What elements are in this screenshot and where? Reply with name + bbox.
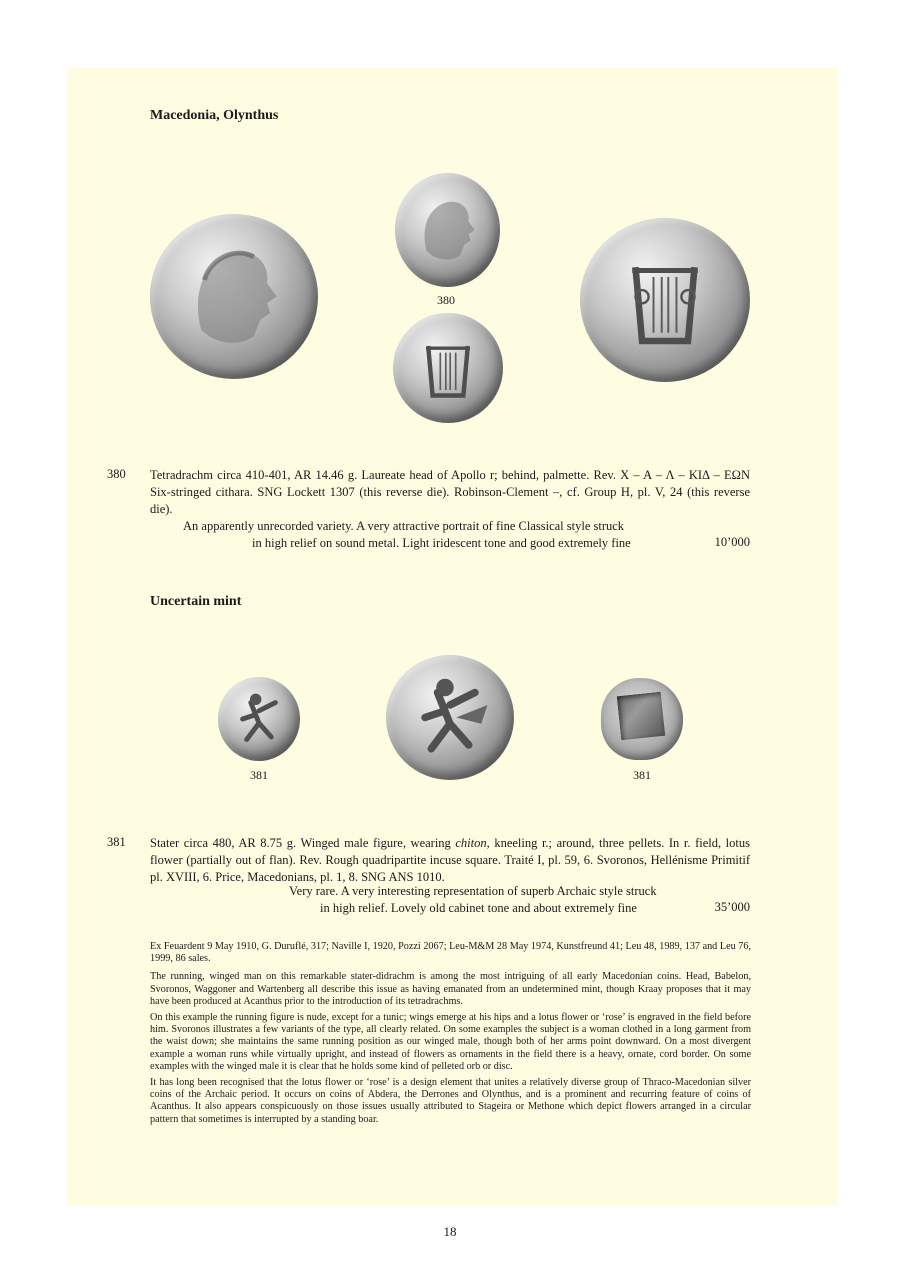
coin-381-obverse xyxy=(218,677,300,761)
incuse-square-icon xyxy=(617,692,666,741)
coin-380-obverse xyxy=(395,173,500,287)
plate-label-381-right: 381 xyxy=(633,768,651,782)
commentary-paragraph-1: The running, winged man on this remarkable stater-didrachm is among the most intriguing of all early Macedonian coins. Head, Babelon, Svoronos, Waggoner and Wartenberg all describe this issue as having emanated from an undetermined mint, though Kraay proposes that it may have been produced at Acanthus prior to the introduction of its tetradrachms. xyxy=(150,971,751,1007)
coin-381-obverse-enlarged xyxy=(386,655,514,780)
winged-figure-small-icon xyxy=(218,677,300,761)
plate-label-381-left: 381 xyxy=(250,768,268,782)
coin-380-obverse-enlarged xyxy=(150,214,318,379)
lot-380-note-line-1: An apparently unrecorded variety. A very attractive portrait of fine Classical style struck xyxy=(183,519,625,533)
lot-380-price: 10’000 xyxy=(714,535,750,549)
lot-380-note-line-2: in high relief on sound metal. Light iridescent tone and good extremely fine xyxy=(252,536,631,550)
cithara-icon xyxy=(580,218,750,382)
lot-381-note-line-1: Very rare. A very interesting representation of superb Archaic style struck xyxy=(289,884,657,898)
lot-380-description-text: Tetradrachm circa 410-401, AR 14.46 g. Laureate head of Apollo r; behind, palmette. Rev. Χ – Α – Λ – ΚΙΔ – ΕΩΝ Six-stringed cithara. SNG Lockett 1307 (this reverse die). Robinson-Clement –, cf. Group H, pl. V, 24 (this reverse die). xyxy=(150,468,750,516)
winged-figure-icon xyxy=(386,655,514,780)
section-heading-uncertain-mint: Uncertain mint xyxy=(150,594,242,609)
lot-380-description xyxy=(150,467,750,518)
apollo-head-small-icon xyxy=(395,173,500,287)
lot-381-description-pre: Stater circa 480, AR 8.75 g. Winged male figure, wearing xyxy=(150,836,456,850)
lot-381-commentary xyxy=(150,941,751,1130)
lot-381-note-line-2: in high relief. Lovely old cabinet tone and about extremely fine xyxy=(320,901,637,915)
lot-381-provenance: Ex Feuardent 9 May 1910, G. Duruflé, 317; Naville I, 1920, Pozzi 2067; Leu-M&M 28 May 1974, Kunstfreund 41; Leu 48, 1989, 137 and Leu 76, 1999, 86 sales. xyxy=(150,941,751,965)
page-number: 18 xyxy=(443,1224,457,1239)
lot-number-381: 381 xyxy=(107,835,126,849)
lot-381-price: 35’000 xyxy=(714,900,750,914)
lot-381-description-post: , kneeling r.; around, three pellets. In r. field, lotus flower (partially out of flan). Rev. Rough quadripartite incuse square. Traité I, pl. 59, 6. Svoronos, Hellénisme Primitif pl. XVIII, 6. Price, Macedonians, pl. 1, 8. SNG ANS 1010. xyxy=(150,836,750,884)
lot-381-description xyxy=(150,835,750,886)
commentary-paragraph-3: It has long been recognised that the lotus flower or ‘rose’ is a design element that unites a relatively diverse group of Thraco-Macedonian silver coins of the Archaic period. It occurs on coins of Abdera, the Derrones and Olynthus, and is a prominent and recurring feature of coins of Acanthus. It also appears conspicuously on those issues usually attributed to Stageira or Methone which depict flowers arranged in a circular pattern that sometimes is interrupted by a standing boar. xyxy=(150,1077,751,1125)
coin-380-reverse-enlarged xyxy=(580,218,750,382)
coin-380-reverse xyxy=(393,313,503,423)
lot-381-description-italic: chiton xyxy=(455,836,487,850)
apollo-head-icon xyxy=(150,214,318,379)
plate-label-380: 380 xyxy=(437,293,455,307)
lot-number-380: 380 xyxy=(107,467,126,481)
commentary-paragraph-2: On this example the running figure is nude, except for a tunic; wings emerge at his hips and a lotus flower or ‘rose’ is engraved in the field before him. Svoronos illustrates a few variants of the type, all clearly related. On some examples the subject is a woman clothed in a long garment from the waist down; she maintains the same running position as our winged male, though both of her arms point downward. On a most divergent example a woman runs while virtually upright, and instead of flowers as ornaments in the field there is a heavy, ornate, cord border. On some examples with the winged male it is clear that he holds some kind of pelleted orb or disc. xyxy=(150,1012,751,1072)
coin-381-reverse-incuse xyxy=(601,678,683,760)
cithara-small-icon xyxy=(393,313,503,423)
section-heading-olynthus: Macedonia, Olynthus xyxy=(150,108,279,123)
